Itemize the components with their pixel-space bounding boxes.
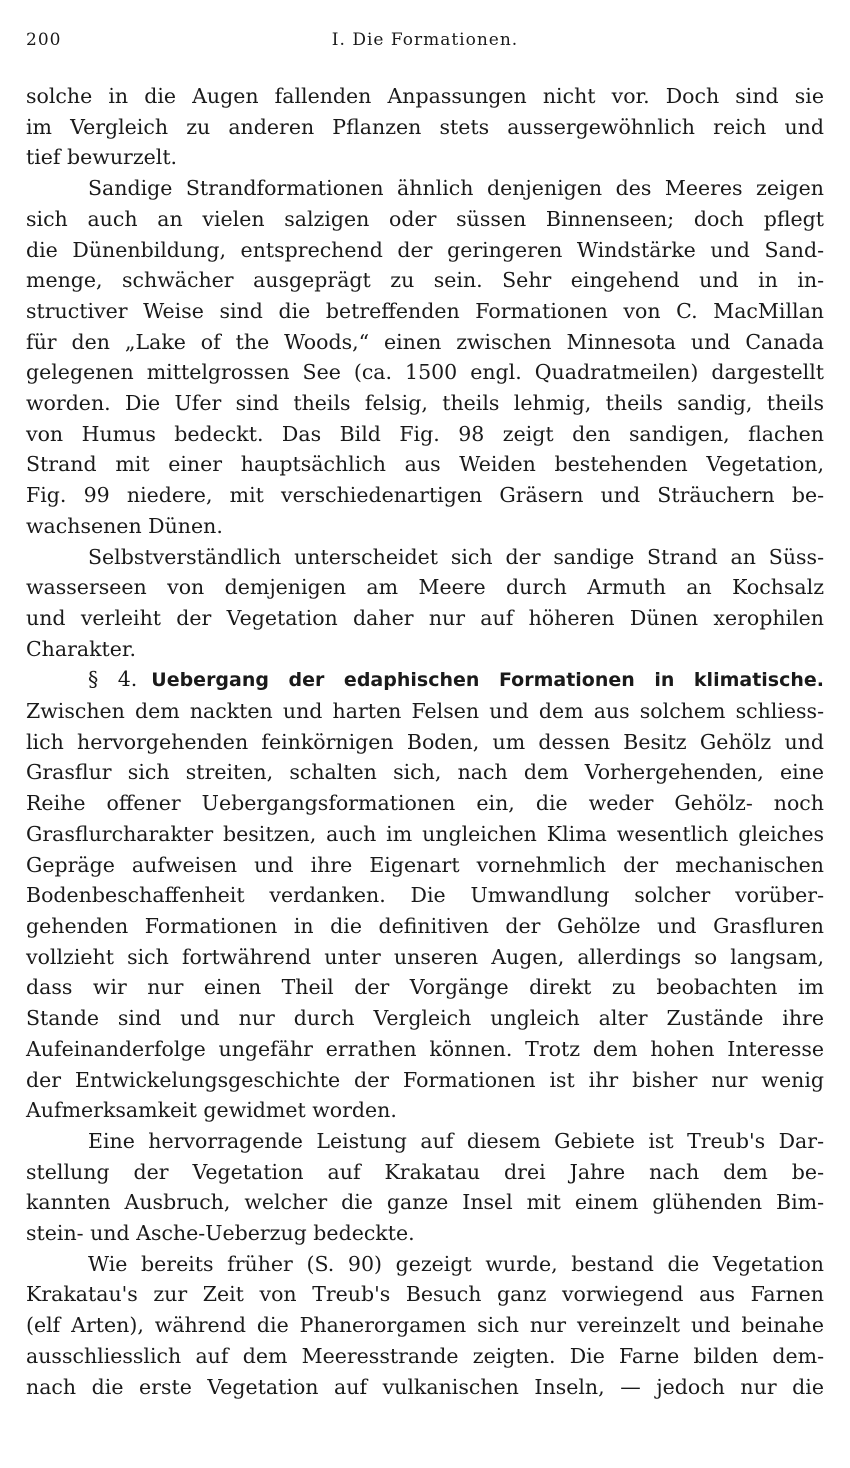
- text-line: vollzieht sich fortwährend unter unseren Augen, allerdings so langsam,: [26, 944, 824, 969]
- text-line: von Humus bedeckt. Das Bild Fig. 98 zeigt den sandigen, flachen: [26, 421, 824, 446]
- text-line: structiver Weise sind die betreffenden Formationen von C. MacMillan: [26, 298, 824, 323]
- section-number: § 4.: [88, 667, 138, 692]
- text-line: im Vergleich zu anderen Pflanzen stets aussergewöhnlich reich und: [26, 114, 824, 139]
- text-line: tief bewurzelt.: [26, 145, 178, 170]
- text-line: Zwischen dem nackten und harten Felsen und dem aus solchem schliess-: [26, 699, 824, 724]
- section-paragraph: [26, 664, 824, 1126]
- text-line: Wie bereits früher (S. 90) gezeigt wurde, bestand die Vegetation: [88, 1251, 824, 1276]
- text-line: Sandige Strandformationen ähnlich denjenigen des Meeres zeigen: [88, 176, 824, 201]
- text-line: (elf Arten), während die Phanerorgamen sich nur vereinzelt und beinahe: [26, 1313, 824, 1338]
- page-number: 200: [26, 30, 62, 50]
- paragraph: [26, 542, 824, 665]
- text-line: Fig. 99 niedere, mit verschiedenartigen Gräsern und Sträuchern be-: [26, 483, 824, 508]
- body-text: [26, 81, 824, 1402]
- text-line: Strand mit einer hauptsächlich aus Weiden bestehenden Vegetation,: [26, 452, 824, 477]
- text-line: dass wir nur einen Theil der Vorgänge direkt zu beobachten im: [26, 975, 824, 1000]
- text-line: Eine hervorragende Leistung auf diesem Gebiete ist Treub's Dar-: [88, 1128, 824, 1153]
- text-line: gelegenen mittelgrossen See (ca. 1500 engl. Quadratmeilen) dargestellt: [26, 360, 824, 385]
- text-line: nach die erste Vegetation auf vulkanischen Inseln, — jedoch nur die: [26, 1374, 824, 1399]
- section-title: Uebergang der edaphischen Formationen in klimatische.: [151, 669, 824, 692]
- text-line: der Entwickelungsgeschichte der Formationen ist ihr bisher nur wenig: [26, 1067, 824, 1092]
- text-line: Charakter.: [26, 636, 136, 661]
- text-line: menge, schwächer ausgeprägt zu sein. Sehr eingehend und in in-: [26, 268, 824, 293]
- paragraph: [26, 1126, 824, 1249]
- text-line: wachsenen Dünen.: [26, 513, 223, 538]
- text-line: Stande sind und nur durch Vergleich ungleich alter Zustände ihre: [26, 1006, 824, 1031]
- running-title: I. Die Formationen.: [331, 30, 519, 50]
- text-line: gehenden Formationen in die definitiven der Gehölze und Grasfluren: [26, 913, 824, 938]
- text-line: Grasflur sich streiten, schalten sich, nach dem Vorhergehenden, eine: [26, 760, 824, 785]
- text-line: Krakatau's zur Zeit von Treub's Besuch ganz vorwiegend aus Farnen: [26, 1282, 824, 1307]
- text-line: wasserseen von demjenigen am Meere durch Armuth an Kochsalz: [26, 575, 824, 600]
- text-line: stellung der Vegetation auf Krakatau drei Jahre nach dem be-: [26, 1159, 824, 1184]
- text-line: Grasflurcharakter besitzen, auch im ungleichen Klima wesentlich gleiches: [26, 821, 824, 846]
- page-header: [26, 30, 824, 54]
- text-line: Reihe offener Uebergangsformationen ein, die weder Gehölz- noch: [26, 791, 824, 816]
- text-line: Aufmerksamkeit gewidmet worden.: [26, 1098, 397, 1123]
- text-line: stein- und Asche-Ueberzug bedeckte.: [26, 1221, 415, 1246]
- paragraph: [26, 1249, 824, 1403]
- text-line: ausschliesslich auf dem Meeresstrande zeigten. Die Farne bilden dem-: [26, 1343, 824, 1368]
- text-line: und verleiht der Vegetation daher nur auf höheren Dünen xerophilen: [26, 605, 824, 630]
- text-line: lich hervorgehenden feinkörnigen Boden, um dessen Besitz Gehölz und: [26, 729, 824, 754]
- text-line: für den „Lake of the Woods,“ einen zwischen Minnesota und Canada: [26, 329, 824, 354]
- text-line: Selbstverständlich unterscheidet sich der sandige Strand an Süss-: [88, 544, 824, 569]
- section-heading: [26, 664, 824, 696]
- text-line: kannten Ausbruch, welcher die ganze Insel mit einem glühenden Bim-: [26, 1190, 824, 1215]
- text-line: Gepräge aufweisen und ihre Eigenart vornehmlich der mechanischen: [26, 852, 824, 877]
- text-line: die Dünenbildung, entsprechend der geringeren Windstärke und Sand-: [26, 237, 824, 262]
- text-line: sich auch an vielen salzigen oder süssen Binnenseen; doch pflegt: [26, 206, 824, 231]
- text-line: solche in die Augen fallenden Anpassungen nicht vor. Doch sind sie: [26, 84, 824, 108]
- text-line: Bodenbeschaffenheit verdanken. Die Umwandlung solcher vorüber-: [26, 883, 824, 908]
- paragraph: [26, 173, 824, 541]
- paragraph: [26, 81, 824, 173]
- text-line: worden. Die Ufer sind theils felsig, theils lehmig, theils sandig, theils: [26, 391, 824, 416]
- text-line: Aufeinanderfolge ungefähr errathen können. Trotz dem hohen Interesse: [26, 1036, 824, 1061]
